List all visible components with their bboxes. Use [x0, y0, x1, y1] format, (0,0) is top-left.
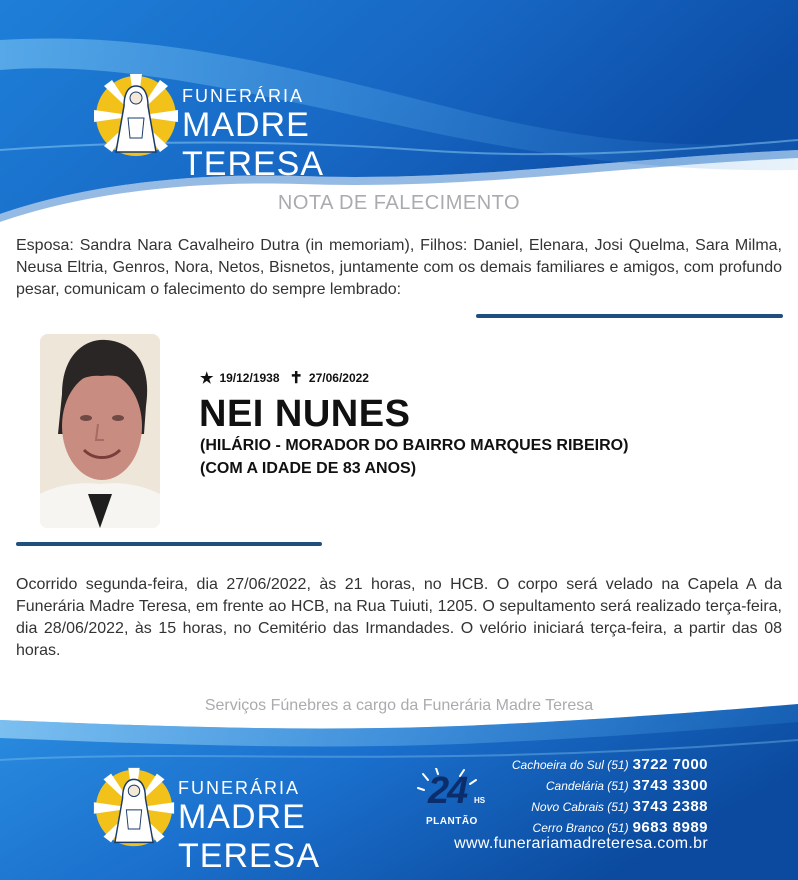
life-dates: [200, 368, 369, 388]
badge-hs: HS: [474, 796, 486, 805]
sunburst-madonna-icon: [92, 766, 176, 850]
deceased-age: (COM A IDADE DE 83 ANOS): [200, 460, 417, 477]
contact-city: Candelária (51): [545, 779, 629, 793]
contact-city: Cachoeira do Sul (51): [511, 758, 629, 772]
contact-phone[interactable]: 3722 7000: [632, 756, 708, 773]
footer-brand-line-1: FUNERÁRIA: [178, 778, 301, 798]
page-title: NOTA DE FALECIMENTO: [277, 192, 521, 214]
deceased-photo: [40, 334, 160, 528]
badge-label: PLANTÃO: [426, 816, 478, 827]
deceased-name: NEI NUNES: [199, 393, 411, 435]
website-link[interactable]: www.funerariamadreteresa.com.br: [454, 835, 708, 852]
plantao-24h-badge: [416, 768, 490, 832]
contact-row: [490, 756, 708, 777]
footer-brand-line-2: MADRE TERESA: [178, 798, 321, 875]
contacts-list: [490, 756, 708, 840]
contact-city: Cerro Branco (51): [532, 821, 629, 835]
header-logo: [92, 72, 422, 183]
footer-logo: [92, 766, 412, 875]
contact-city: Novo Cabrais (51): [531, 800, 629, 814]
birth-date: 19/12/1938: [219, 371, 280, 385]
intro-paragraph: Esposa: Sandra Nara Cavalheiro Dutra (in memoriam), Filhos: Daniel, Elenara, Josi Quelma, Sara Milma, Neusa Eltria, Genros, Nora, Netos, Bisnetos, juntamente com os demais familiares e amigos, com profundo pesar, comunicam o falecimento do sempre lembrado:: [16, 237, 782, 298]
services-line: Serviços Fúnebres a cargo da Funerária Madre Teresa: [204, 697, 594, 714]
death-date: 27/06/2022: [308, 371, 369, 385]
brand-line-1: FUNERÁRIA: [182, 86, 305, 106]
contact-row: [490, 798, 708, 819]
sunburst-madonna-icon: [92, 72, 180, 160]
contact-phone[interactable]: 3743 3300: [632, 777, 708, 794]
contact-row: [490, 777, 708, 798]
deceased-nickname: (HILÁRIO - MORADOR DO BAIRRO MARQUES RIBEIRO): [200, 437, 629, 454]
star-icon: ★: [200, 370, 214, 387]
brand-line-2: MADRE TERESA: [182, 106, 325, 183]
contact-phone[interactable]: 9683 8989: [632, 819, 708, 836]
divider-right: [476, 314, 783, 318]
cross-icon: ✝: [289, 370, 303, 387]
details-paragraph: Ocorrido segunda-feira, dia 27/06/2022, às 21 horas, no HCB. O corpo será velado na Capela A da Funerária Madre Teresa, em frente ao HCB, na Rua Tuiuti, 1205. O sepultamento será realizado terça-feira, dia 28/06/2022, às 15 horas, no Cemitério das Irmandades. O velório iniciará terça-feira, a partir das 08 horas.: [16, 576, 782, 659]
divider-left: [16, 542, 322, 546]
contact-phone[interactable]: 3743 2388: [632, 798, 708, 815]
badge-number: 24: [428, 770, 467, 812]
